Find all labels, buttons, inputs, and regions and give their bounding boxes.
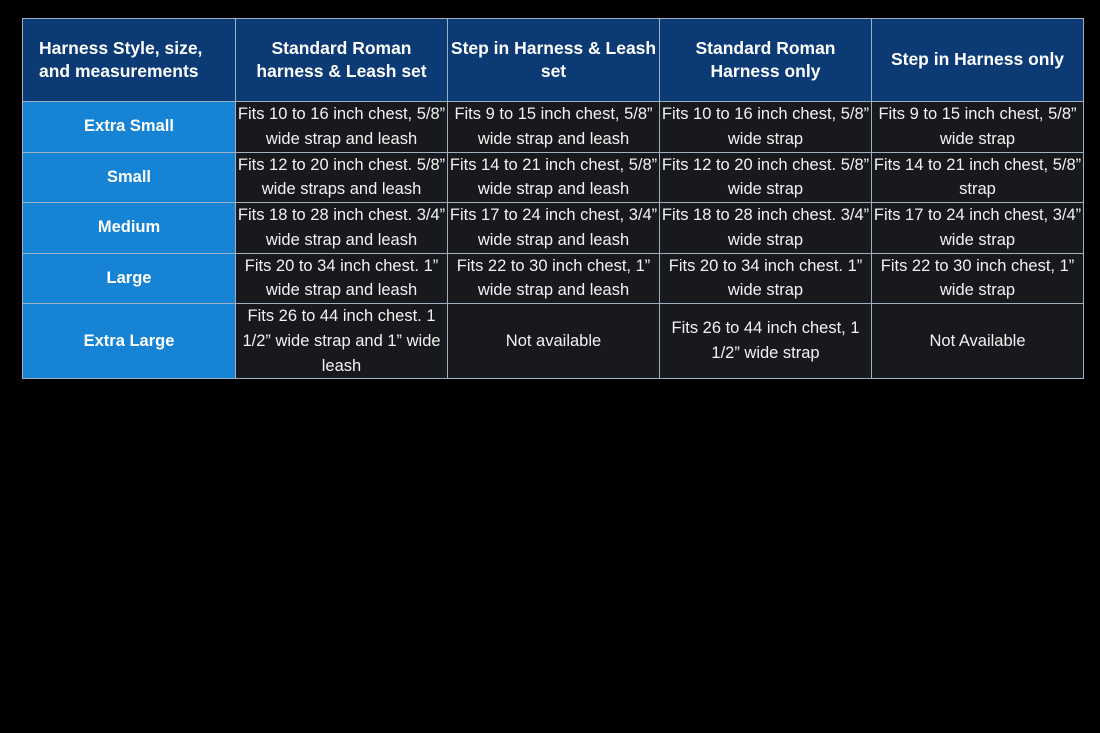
table-row bbox=[23, 153, 1083, 203]
cell-m-step-in-set: Fits 17 to 24 inch chest, 3/4” wide strap and leash bbox=[448, 203, 659, 253]
column-header-step-in-only: Step in Harness only bbox=[872, 19, 1083, 101]
column-header-standard-roman-only: Standard Roman Harness only bbox=[660, 19, 871, 101]
cell-xs-standard-roman-set: Fits 10 to 16 inch chest, 5/8” wide strap and leash bbox=[236, 102, 447, 152]
cell-s-standard-roman-set: Fits 12 to 20 inch chest. 5/8” wide straps and leash bbox=[236, 153, 447, 203]
size-label-small: Small bbox=[23, 153, 235, 203]
harness-size-chart-table bbox=[22, 18, 1084, 379]
table-row bbox=[23, 102, 1083, 152]
cell-xs-step-in-only: Fits 9 to 15 inch chest, 5/8” wide strap bbox=[872, 102, 1083, 152]
cell-m-standard-roman-only: Fits 18 to 28 inch chest. 3/4” wide strap bbox=[660, 203, 871, 253]
cell-xl-step-in-set: Not available bbox=[448, 304, 659, 378]
cell-xl-step-in-only: Not Available bbox=[872, 304, 1083, 378]
cell-l-step-in-only: Fits 22 to 30 inch chest, 1” wide strap bbox=[872, 254, 1083, 304]
cell-m-standard-roman-set: Fits 18 to 28 inch chest. 3/4” wide strap and leash bbox=[236, 203, 447, 253]
cell-m-step-in-only: Fits 17 to 24 inch chest, 3/4” wide strap bbox=[872, 203, 1083, 253]
size-label-medium: Medium bbox=[23, 203, 235, 253]
column-header-standard-roman-set: Standard Roman harness & Leash set bbox=[236, 19, 447, 101]
cell-l-standard-roman-set: Fits 20 to 34 inch chest. 1” wide strap and leash bbox=[236, 254, 447, 304]
table-row bbox=[23, 203, 1083, 253]
cell-l-standard-roman-only: Fits 20 to 34 inch chest. 1” wide strap bbox=[660, 254, 871, 304]
cell-xl-standard-roman-set: Fits 26 to 44 inch chest. 1 1/2” wide strap and 1” wide leash bbox=[236, 304, 447, 378]
cell-s-step-in-only: Fits 14 to 21 inch chest, 5/8” strap bbox=[872, 153, 1083, 203]
table-header-row bbox=[23, 19, 1083, 101]
cell-xs-step-in-set: Fits 9 to 15 inch chest, 5/8” wide strap and leash bbox=[448, 102, 659, 152]
table-row bbox=[23, 254, 1083, 304]
table-row bbox=[23, 304, 1083, 378]
column-header-step-in-set: Step in Harness & Leash set bbox=[448, 19, 659, 101]
cell-xl-standard-roman-only: Fits 26 to 44 inch chest, 1 1/2” wide strap bbox=[660, 304, 871, 378]
cell-xs-standard-roman-only: Fits 10 to 16 inch chest, 5/8” wide strap bbox=[660, 102, 871, 152]
column-header-style-size: Harness Style, size, and measurements bbox=[23, 19, 235, 101]
cell-s-step-in-set: Fits 14 to 21 inch chest, 5/8” wide strap and leash bbox=[448, 153, 659, 203]
size-label-extra-large: Extra Large bbox=[23, 304, 235, 378]
cell-s-standard-roman-only: Fits 12 to 20 inch chest. 5/8” wide strap bbox=[660, 153, 871, 203]
size-label-extra-small: Extra Small bbox=[23, 102, 235, 152]
cell-l-step-in-set: Fits 22 to 30 inch chest, 1” wide strap and leash bbox=[448, 254, 659, 304]
size-label-large: Large bbox=[23, 254, 235, 304]
